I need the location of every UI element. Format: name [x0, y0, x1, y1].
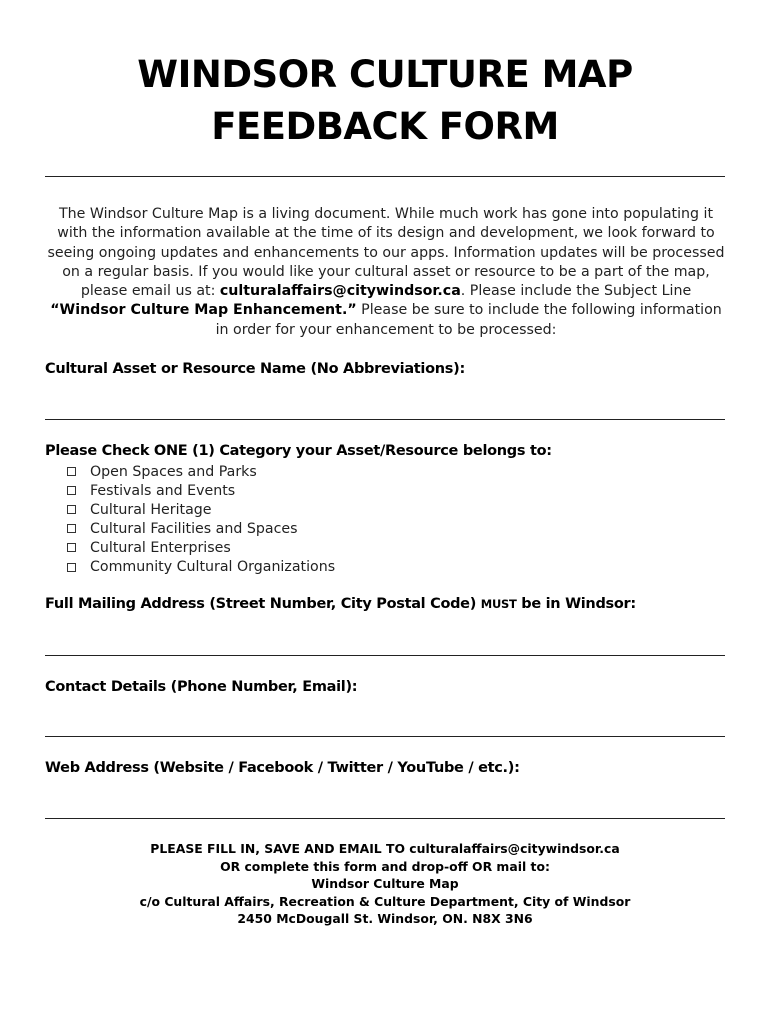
category-option-label: Cultural Enterprises: [90, 539, 231, 556]
footer-line-3: Windsor Culture Map: [311, 876, 459, 892]
form-title-line-1: WINDSOR CULTURE MAP: [137, 53, 633, 96]
checkbox[interactable]: [67, 563, 76, 572]
checkbox[interactable]: [67, 467, 76, 476]
asset-name-label: Cultural Asset or Resource Name (No Abbreviations):: [45, 361, 465, 377]
intro-text-part-3: Please be sure to include the following information in order for your enhancement to be processed:: [215, 302, 722, 338]
category-option-label: Open Spaces and Parks: [90, 463, 257, 480]
form-title-line-2: FEEDBACK FORM: [211, 105, 559, 148]
category-option-open-spaces[interactable]: [67, 462, 335, 481]
web-address-field-line[interactable]: [45, 818, 725, 819]
category-list: [67, 462, 335, 577]
footer-line-5: 2450 McDougall St. Windsor, ON. N8X 3N6: [237, 911, 533, 927]
category-option-label: Festivals and Events: [90, 482, 236, 499]
category-label: Please Check ONE (1) Category your Asset/Resource belongs to:: [45, 443, 552, 459]
checkbox[interactable]: [67, 486, 76, 495]
footer-line-1: PLEASE FILL IN, SAVE AND EMAIL TO culturalaffairs@citywindsor.ca: [150, 841, 620, 856]
category-option-facilities[interactable]: [67, 519, 335, 538]
contact-label: Contact Details (Phone Number, Email):: [45, 679, 358, 695]
checkbox[interactable]: [67, 505, 76, 514]
asset-name-field-line[interactable]: [45, 419, 725, 420]
category-option-enterprises[interactable]: [67, 538, 335, 557]
address-field-line[interactable]: [45, 655, 725, 656]
checkbox[interactable]: [67, 524, 76, 533]
address-label-suffix: be in Windsor:: [516, 596, 636, 612]
category-option-festivals[interactable]: [67, 481, 335, 500]
address-label: [45, 596, 636, 612]
title-divider: [45, 176, 725, 177]
contact-field-line[interactable]: [45, 736, 725, 737]
intro-text-part-2: . Please include the Subject Line: [460, 283, 692, 300]
intro-text-part-1: The Windsor Culture Map is a living document. While much work has gone into populating it with the information available at the time of its design and development, we look forward to seeing ongoing updates and enhancements to our apps. Information updates will be processed on a regular basis. If you would like your cultural asset or resource to be a part of the map, please email us at:: [47, 206, 725, 300]
footer-line-2: OR complete this form and drop-off OR mail to:: [220, 858, 550, 874]
submission-instructions: [0, 840, 770, 928]
subject-line-text: “Windsor Culture Map Enhancement.”: [50, 302, 357, 319]
footer-line-4: c/o Cultural Affairs, Recreation & Culture Department, City of Windsor: [139, 893, 631, 909]
contact-email: culturalaffairs@citywindsor.ca: [219, 283, 461, 300]
intro-paragraph: [44, 205, 728, 340]
category-option-label: Cultural Heritage: [90, 501, 212, 518]
address-label-must: MUST: [480, 597, 517, 611]
checkbox[interactable]: [67, 543, 76, 552]
category-option-label: Cultural Facilities and Spaces: [90, 520, 298, 537]
category-option-heritage[interactable]: [67, 500, 335, 519]
category-option-label: Community Cultural Organizations: [90, 559, 336, 576]
web-address-label: Web Address (Website / Facebook / Twitter / YouTube / etc.):: [45, 760, 520, 776]
category-option-organizations[interactable]: [67, 557, 335, 576]
address-label-text: Full Mailing Address (Street Number, City Postal Code): [45, 596, 481, 612]
